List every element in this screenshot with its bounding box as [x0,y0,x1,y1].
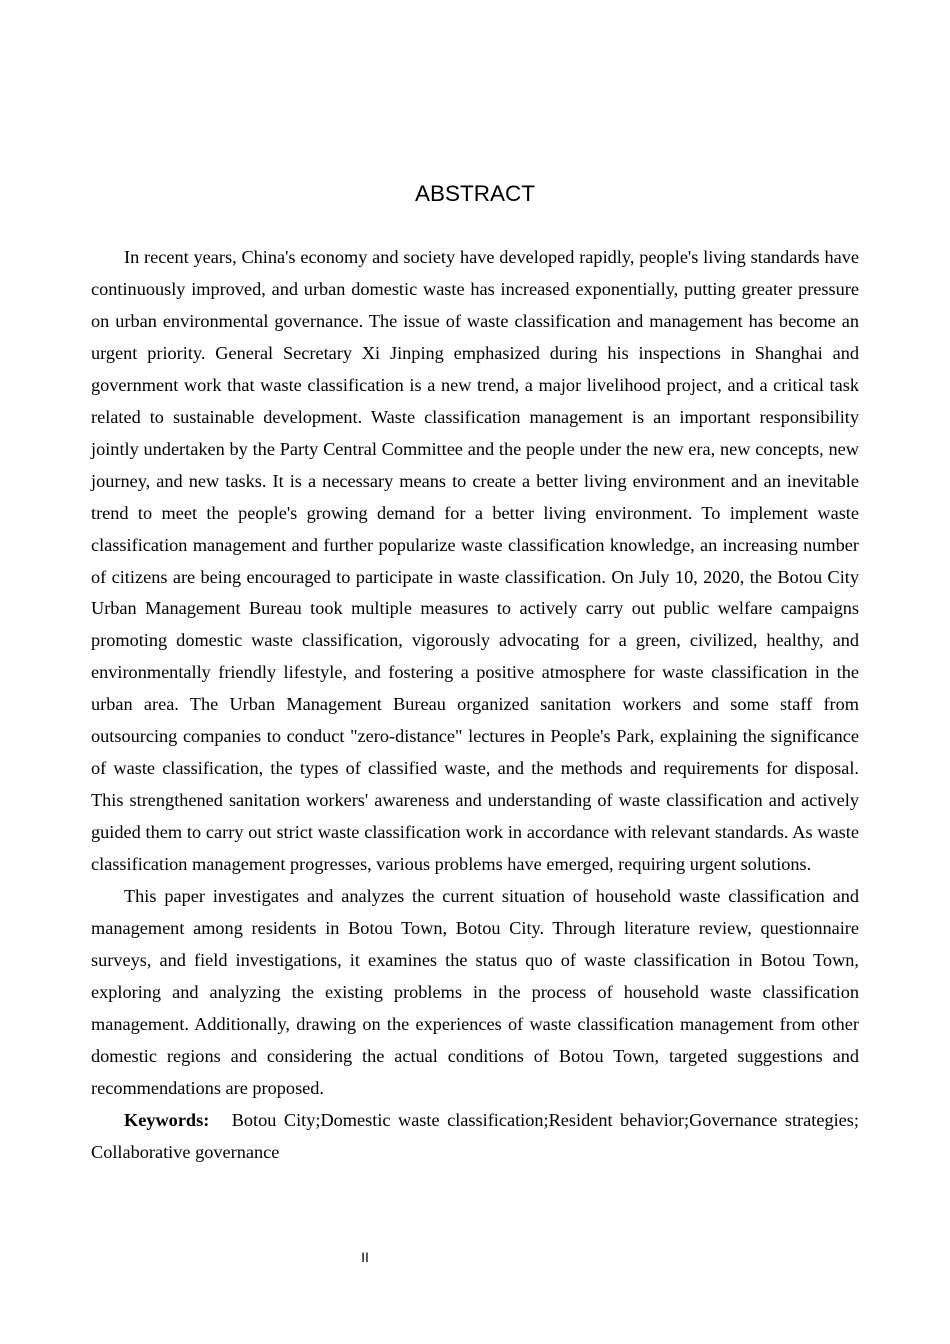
abstract-title: ABSTRACT [414,181,535,206]
keywords-text: Botou City;Domestic waste classification;Resident behavior;Governance strategies; Collaborative governance [91,1109,859,1162]
abstract-body [91,242,859,1169]
page-number: II [361,1249,369,1265]
abstract-paragraph-2: This paper investigates and analyzes the current situation of household waste classification and management among residents in Botou Town, Botou City. Through literature review, questionnaire surveys, and field investigations, it examines the status quo of waste classification in Botou Town, exploring and analyzing the existing problems in the process of household waste classification management. Additionally, drawing on the experiences of waste classification management from other domestic regions and considering the actual conditions of Botou Town, targeted suggestions and recommendations are proposed. [91,886,859,1098]
keywords-label: Keywords: [124,1109,210,1130]
abstract-paragraph-1: In recent years, China's economy and society have developed rapidly, people's living standards have continuously improved, and urban domestic waste has increased exponentially, putting greater pressure on urban environmental governance. The issue of waste classification and management has become an urgent priority. General Secretary Xi Jinping emphasized during his inspections in Shanghai and government work that waste classification is a new trend, a major livelihood project, and a critical task related to sustainable development. Waste classification management is an important responsibility jointly undertaken by the Party Central Committee and the people under the new era, new concepts, new journey, and new tasks. It is a necessary means to create a better living environment and an inevitable trend to meet the people's growing demand for a better living environment. To implement waste classification management and further popularize waste classification knowledge, an increasing number of citizens are being encouraged to participate in waste classification. On July 10, 2020, the Botou City Urban Management Bureau took multiple measures to actively carry out public welfare campaigns promoting domestic waste classification, vigorously advocating for a green, civilized, healthy, and environmentally friendly lifestyle, and fostering a positive atmosphere for waste classification in the urban area. The Urban Management Bureau organized sanitation workers and some staff from outsourcing companies to conduct "zero-distance" lectures in People's Park, explaining the significance of waste classification, the types of classified waste, and the methods and requirements for disposal. This strengthened sanitation workers' awareness and understanding of waste classification and actively guided them to carry out strict waste classification work in accordance with relevant standards. As waste classification management progresses, various problems have emerged, requiring urgent solutions. [91,247,859,875]
keywords-line [91,1105,859,1169]
